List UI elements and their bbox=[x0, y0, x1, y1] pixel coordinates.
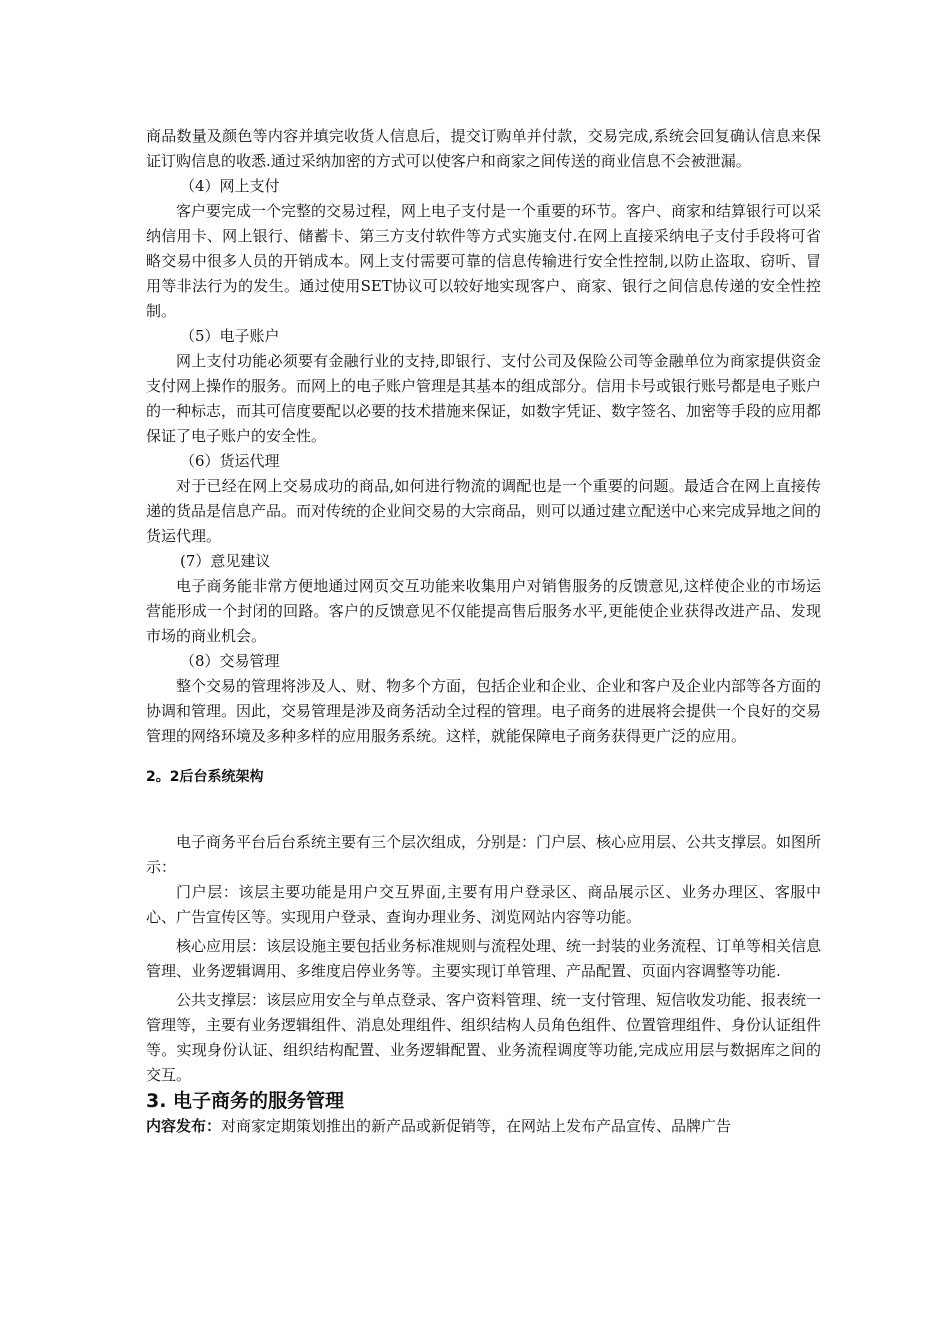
paragraph-electronic-account: 网上支付功能必须要有金融行业的支持,即银行、支付公司及保险公司等金融单位为商家提供资金支付网上操作的服务。而网上的电子账户管理是其基本的组成部分。信用卡号或银行账号都是电子账户的一种标志，而其可信度要配以必要的技术措施来保证，如数字凭证、数字签名、加密等手段的应用都保证了电子账户的安全性。 bbox=[146, 352, 822, 445]
lead-label-content-publishing: 内容发布： bbox=[146, 1117, 222, 1135]
paragraph-portal-layer: 门户层：该层主要功能是用户交互界面,主要有用户登录区、商品展示区、业务办理区、客服中心、广告宣传区等。实现用户登录、查询办理业务、浏览网站内容等功能。 bbox=[146, 883, 821, 926]
paragraph-public-support-layer: 公共支撑层：该层应用安全与单点登录、客户资料管理、统一支付管理、短信收发功能、报表统一管理等，主要有业务逻辑组件、消息处理组件、组织结构人员角色组件、位置管理组件、身份认证组件等。实现身份认证、组织结构配置、业务逻辑配置、业务流程调度等功能,完成应用层与数据库之间的交互。 bbox=[146, 991, 822, 1084]
paragraph-transaction-management: 整个交易的管理将涉及人、财、物多个方面，包括企业和企业、企业和客户及企业内部等各方面的协调和管理。因此，交易管理是涉及商务活动全过程的管理。电子商务的进展将会提供一个良好的交易管理的网络环境及多种多样的应用服务系统。这样，就能保障电子商务获得更广泛的应用。 bbox=[146, 677, 822, 745]
paragraph-architecture-intro: 电子商务平台后台系统主要有三个层次组成，分别是：门户层、核心应用层、公共支撑层。如图所示： bbox=[146, 833, 822, 876]
subheading-freight-agency: （6）货运代理 bbox=[180, 452, 280, 470]
paragraph-feedback: 电子商务能非常方便地通过网页交互功能来收集用户对销售服务的反馈意见,这样使企业的市场运营能形成一个封闭的回路。客户的反馈意见不仅能提高售后服务水平,更能使企业获得改进产品、发现市场的商业机会。 bbox=[146, 577, 821, 645]
paragraph-online-payment: 客户要完成一个完整的交易过程，网上电子支付是一个重要的环节。客户、商家和结算银行可以采纳信用卡、网上银行、储蓄卡、第三方支付软件等方式实施支付.在网上直接采纳电子支付手段将可省略交易中很多人员的开销成本。网上支付需要可靠的信息传输进行安全性控制,以防止盗取、窃听、冒用等非法行为的发生。通过使用SET协议可以较好地实现客户、商家、银行之间信息传递的安全性控制。 bbox=[146, 202, 822, 320]
subheading-online-payment: （4）网上支付 bbox=[180, 177, 280, 195]
subheading-electronic-account: （5）电子账户 bbox=[180, 327, 280, 345]
paragraph-freight-agency: 对于已经在网上交易成功的商品,如何进行物流的调配也是一个重要的问题。最适合在网上直接传递的货品是信息产品。而对传统的企业间交易的大宗商品，则可以通过建立配送中心来完成异地之间的货运代理。 bbox=[146, 477, 822, 545]
chapter-title-service-management: 3. 电子商务的服务管理 bbox=[146, 1090, 345, 1112]
paragraph-core-application-layer: 核心应用层：该层设施主要包括业务标准规则与流程处理、统一封装的业务流程、订单等相关信息管理、业务逻辑调用、多维度启停业务等。主要实现订单管理、产品配置、页面内容调整等功能. bbox=[146, 937, 822, 980]
section-title-backend-architecture: 2。2后台系统架构 bbox=[146, 769, 264, 785]
lead-text-content-publishing: 对商家定期策划推出的新产品或新促销等，在网站上发布产品宣传、品牌广告 bbox=[221, 1117, 732, 1135]
paragraph-content-publishing bbox=[146, 1114, 821, 1139]
document-body bbox=[146, 124, 821, 1139]
subheading-feedback: (7）意见建议 bbox=[180, 552, 271, 570]
subheading-transaction-management: （8）交易管理 bbox=[180, 652, 280, 670]
paragraph-continued: 商品数量及颜色等内容并填完收货人信息后，提交订购单并付款，交易完成,系统会回复确认信息来保证订购信息的收悉.通过采纳加密的方式可以使客户和商家之间传送的商业信息不会被泄漏。 bbox=[146, 127, 821, 170]
